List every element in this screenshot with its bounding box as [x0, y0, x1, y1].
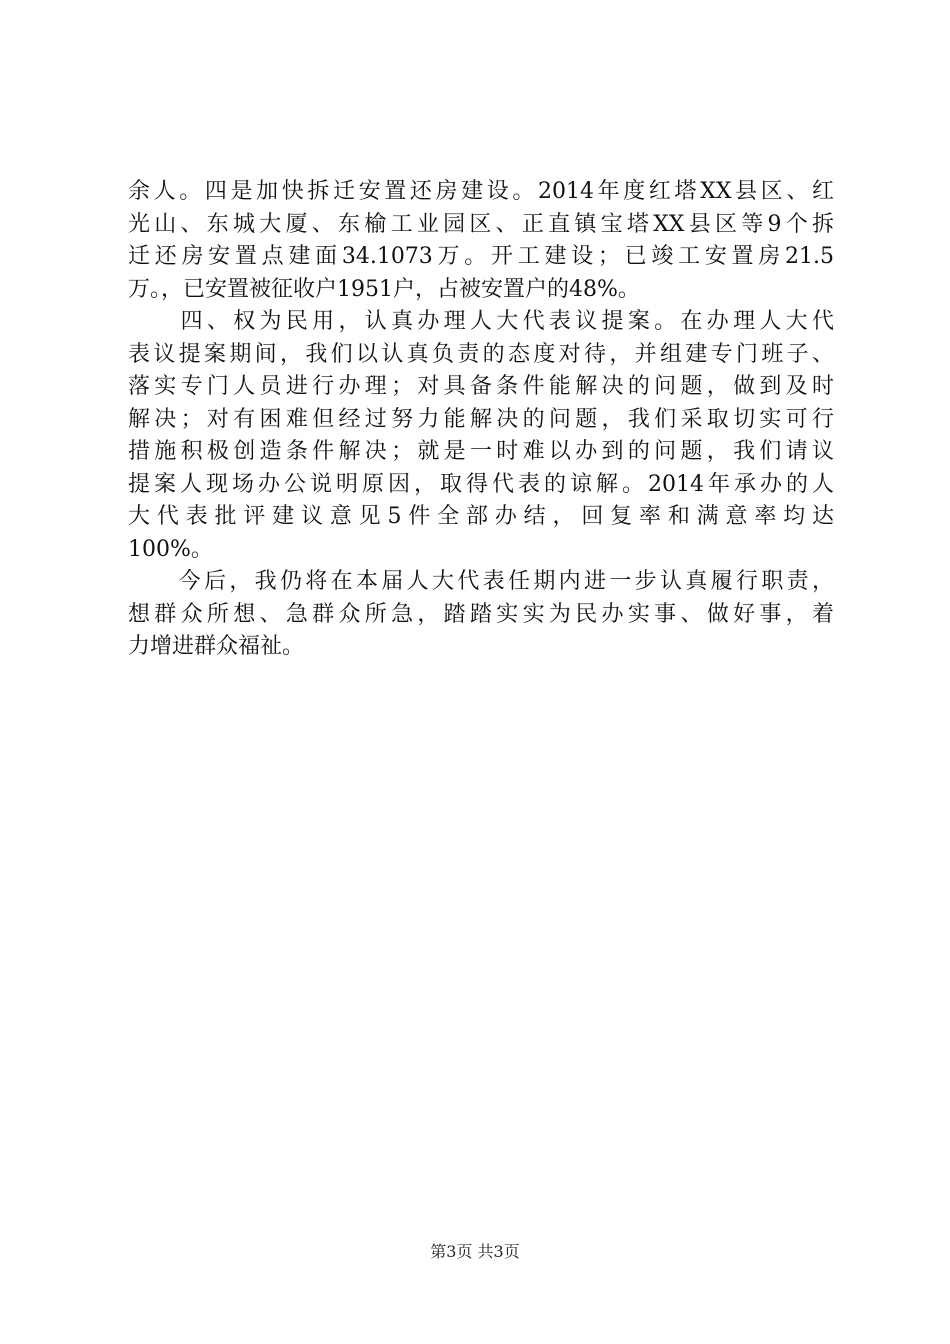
text-line: 余人。四是加快拆迁安置还房建设。2014年度红塔XX县区、红	[128, 179, 834, 204]
document-body	[128, 176, 834, 664]
paragraph-future	[128, 566, 834, 664]
page-footer	[0, 1242, 950, 1262]
text-line: 落实专门人员进行办理；对具备条件能解决的问题，做到及时	[128, 374, 834, 399]
text-line: 光山、东城大厦、东榆工业园区、正直镇宝塔XX县区等9个拆	[128, 211, 834, 237]
text-line: 大代表批评建议意见5件全部办结，回复率和满意率均达	[128, 504, 834, 529]
text-line: 力增进群众福祉。	[128, 634, 305, 659]
text-line: 四、权为民用，认真办理人大代表议提案。在办理人大代	[128, 309, 834, 334]
text-line: 万。，已安置被征收户1951户，占被安置户的48%。	[128, 276, 640, 302]
text-line: 迁还房安置点建面34.1073万。开工建设；已竣工安置房21.5	[128, 244, 834, 269]
text-line: 解决；对有困难但经过努力能解决的问题，我们采取切实可行	[128, 406, 834, 432]
text-line: 100%。	[128, 536, 213, 562]
text-line: 表议提案期间，我们以认真负责的态度对待，并组建专门班子、	[128, 341, 834, 367]
text-line: 今后，我仍将在本届人大代表任期内进一步认真履行职责，	[128, 569, 834, 594]
text-line: 想群众所想、急群众所急，踏踏实实为民办实事、做好事，着	[128, 601, 834, 627]
page-number-label: 第3页 共3页	[430, 1242, 520, 1261]
paragraph-relocation	[128, 176, 834, 306]
text-line: 措施积极创造条件解决；就是一时难以办到的问题，我们请议	[128, 439, 834, 464]
text-line: 提案人现场办公说明原因，取得代表的谅解。2014年承办的人	[128, 471, 834, 497]
paragraph-proposals	[128, 306, 834, 566]
